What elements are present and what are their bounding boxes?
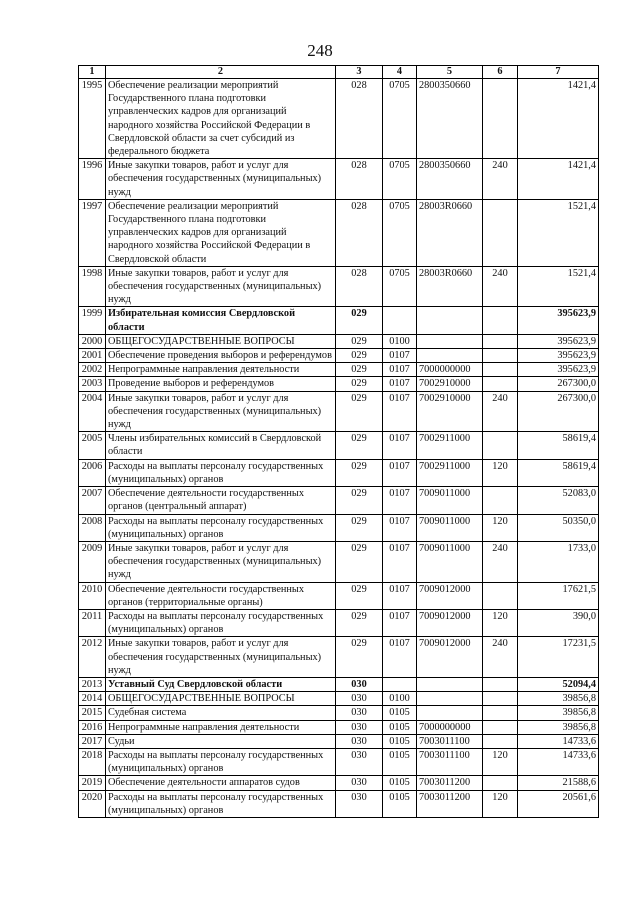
row-name: Расходы на выплаты персоналу государственных (муниципальных) органов: [106, 514, 336, 541]
row-department-code: 029: [336, 582, 383, 609]
row-section-code: 0105: [383, 706, 417, 720]
row-number: 2020: [79, 790, 106, 817]
row-target-article: 7009012000: [417, 637, 483, 678]
row-name: Уставный Суд Свердловской области: [106, 677, 336, 691]
table-row: [79, 377, 599, 391]
row-expense-type: [483, 734, 518, 748]
table-row: [79, 199, 599, 266]
row-number: 1995: [79, 79, 106, 159]
row-name: Иные закупки товаров, работ и услуг для обеспечения государственных (муниципальных) нужд: [106, 266, 336, 307]
row-department-code: 029: [336, 363, 383, 377]
row-expense-type: 120: [483, 609, 518, 636]
row-name: Расходы на выплаты персоналу государственных (муниципальных) органов: [106, 609, 336, 636]
row-section-code: 0107: [383, 349, 417, 363]
row-number: 2017: [79, 734, 106, 748]
row-number: 2010: [79, 582, 106, 609]
column-header: 2: [106, 66, 336, 79]
row-name: Иные закупки товаров, работ и услуг для обеспечения государственных (муниципальных) нужд: [106, 159, 336, 200]
row-target-article: 7009011000: [417, 487, 483, 514]
table-body: [79, 79, 599, 818]
row-number: 2011: [79, 609, 106, 636]
row-target-article: 7009011000: [417, 514, 483, 541]
row-department-code: 029: [336, 334, 383, 348]
table-row: [79, 363, 599, 377]
row-section-code: 0107: [383, 391, 417, 432]
row-section-code: 0705: [383, 79, 417, 159]
row-target-article: [417, 706, 483, 720]
row-section-code: 0100: [383, 692, 417, 706]
row-section-code: 0107: [383, 459, 417, 486]
table-row: [79, 692, 599, 706]
row-target-article: 2800350660: [417, 159, 483, 200]
table-row: [79, 487, 599, 514]
row-number: 2012: [79, 637, 106, 678]
row-number: 2004: [79, 391, 106, 432]
row-amount: 39856,8: [518, 720, 599, 734]
row-expense-type: 240: [483, 541, 518, 582]
row-number: 2019: [79, 776, 106, 790]
budget-table: [78, 65, 599, 818]
row-department-code: 030: [336, 677, 383, 691]
row-number: 2014: [79, 692, 106, 706]
row-department-code: 030: [336, 734, 383, 748]
row-section-code: 0107: [383, 377, 417, 391]
table-row: [79, 776, 599, 790]
table-row: [79, 541, 599, 582]
row-name: Иные закупки товаров, работ и услуг для обеспечения государственных (муниципальных) нужд: [106, 541, 336, 582]
row-section-code: 0107: [383, 582, 417, 609]
row-name: Расходы на выплаты персоналу государственных (муниципальных) органов: [106, 790, 336, 817]
row-amount: 21588,6: [518, 776, 599, 790]
row-name: ОБЩЕГОСУДАРСТВЕННЫЕ ВОПРОСЫ: [106, 334, 336, 348]
row-section-code: 0107: [383, 541, 417, 582]
row-amount: 395623,9: [518, 307, 599, 334]
row-expense-type: [483, 432, 518, 459]
row-amount: 58619,4: [518, 459, 599, 486]
row-target-article: 28003R0660: [417, 266, 483, 307]
row-section-code: 0705: [383, 266, 417, 307]
row-expense-type: 120: [483, 748, 518, 775]
row-amount: 395623,9: [518, 363, 599, 377]
table-row: [79, 307, 599, 334]
row-target-article: [417, 677, 483, 691]
table-row: [79, 514, 599, 541]
row-target-article: [417, 307, 483, 334]
row-expense-type: [483, 487, 518, 514]
row-department-code: 030: [336, 692, 383, 706]
row-number: 2005: [79, 432, 106, 459]
row-section-code: 0107: [383, 514, 417, 541]
row-number: 1998: [79, 266, 106, 307]
row-target-article: 7002911000: [417, 459, 483, 486]
row-amount: 39856,8: [518, 706, 599, 720]
row-target-article: [417, 349, 483, 363]
row-name: Обеспечение реализации мероприятий Государственного плана подготовки управленческих кадров для организаций народного хозяйства Российской Федерации в Свердловской области за счет субсидий из федерального бюджета: [106, 79, 336, 159]
row-target-article: 7000000000: [417, 720, 483, 734]
row-target-article: 2800350660: [417, 79, 483, 159]
row-expense-type: [483, 363, 518, 377]
row-section-code: 0105: [383, 790, 417, 817]
row-number: 2018: [79, 748, 106, 775]
row-number: 2013: [79, 677, 106, 691]
row-department-code: 030: [336, 790, 383, 817]
column-header: 1: [79, 66, 106, 79]
row-department-code: 030: [336, 776, 383, 790]
row-number: 2015: [79, 706, 106, 720]
row-department-code: 029: [336, 609, 383, 636]
row-number: 2006: [79, 459, 106, 486]
table-row: [79, 459, 599, 486]
row-amount: 1521,4: [518, 266, 599, 307]
row-department-code: 028: [336, 266, 383, 307]
header-row: [79, 66, 599, 79]
row-number: 1999: [79, 307, 106, 334]
row-section-code: 0107: [383, 487, 417, 514]
row-target-article: 7003011100: [417, 748, 483, 775]
row-expense-type: [483, 692, 518, 706]
row-name: Обеспечение реализации мероприятий Государственного плана подготовки управленческих кадров для организаций народного хозяйства Российской Федерации в Свердловской области: [106, 199, 336, 266]
row-target-article: 7002910000: [417, 391, 483, 432]
row-name: Обеспечение деятельности государственных органов (территориальные органы): [106, 582, 336, 609]
row-department-code: 030: [336, 720, 383, 734]
table-row: [79, 609, 599, 636]
row-department-code: 028: [336, 159, 383, 200]
row-expense-type: [483, 349, 518, 363]
row-amount: 52094,4: [518, 677, 599, 691]
row-department-code: 029: [336, 391, 383, 432]
row-amount: 395623,9: [518, 334, 599, 348]
column-header: 4: [383, 66, 417, 79]
row-department-code: 030: [336, 706, 383, 720]
row-department-code: 028: [336, 79, 383, 159]
row-number: 1996: [79, 159, 106, 200]
table-row: [79, 637, 599, 678]
row-name: Судьи: [106, 734, 336, 748]
table-row: [79, 79, 599, 159]
row-expense-type: [483, 776, 518, 790]
row-amount: 390,0: [518, 609, 599, 636]
row-section-code: 0705: [383, 159, 417, 200]
row-expense-type: [483, 677, 518, 691]
table-row: [79, 582, 599, 609]
row-amount: 395623,9: [518, 349, 599, 363]
row-amount: 1521,4: [518, 199, 599, 266]
row-target-article: 7009011000: [417, 541, 483, 582]
row-name: Иные закупки товаров, работ и услуг для обеспечения государственных (муниципальных) нужд: [106, 637, 336, 678]
table-row: [79, 720, 599, 734]
row-expense-type: [483, 199, 518, 266]
table-row: [79, 391, 599, 432]
row-section-code: 0107: [383, 637, 417, 678]
row-target-article: 7003011200: [417, 776, 483, 790]
row-section-code: [383, 677, 417, 691]
row-department-code: 029: [336, 637, 383, 678]
row-expense-type: 240: [483, 266, 518, 307]
row-amount: 52083,0: [518, 487, 599, 514]
row-section-code: 0105: [383, 776, 417, 790]
row-number: 2002: [79, 363, 106, 377]
row-number: 2000: [79, 334, 106, 348]
row-target-article: 7002911000: [417, 432, 483, 459]
row-amount: 267300,0: [518, 391, 599, 432]
row-name: Расходы на выплаты персоналу государственных (муниципальных) органов: [106, 459, 336, 486]
row-target-article: 7000000000: [417, 363, 483, 377]
row-name: ОБЩЕГОСУДАРСТВЕННЫЕ ВОПРОСЫ: [106, 692, 336, 706]
row-amount: 17621,5: [518, 582, 599, 609]
row-amount: 39856,8: [518, 692, 599, 706]
row-target-article: 7009012000: [417, 609, 483, 636]
row-number: 1997: [79, 199, 106, 266]
row-department-code: 029: [336, 487, 383, 514]
row-amount: 1421,4: [518, 79, 599, 159]
row-section-code: 0105: [383, 720, 417, 734]
row-amount: 20561,6: [518, 790, 599, 817]
row-expense-type: [483, 706, 518, 720]
column-header: 3: [336, 66, 383, 79]
table-row: [79, 334, 599, 348]
row-target-article: [417, 334, 483, 348]
row-department-code: 029: [336, 377, 383, 391]
row-section-code: 0107: [383, 432, 417, 459]
row-expense-type: 240: [483, 391, 518, 432]
row-amount: 14733,6: [518, 748, 599, 775]
column-header: 5: [417, 66, 483, 79]
row-target-article: 7003011200: [417, 790, 483, 817]
row-amount: 14733,6: [518, 734, 599, 748]
row-department-code: 030: [336, 748, 383, 775]
row-section-code: [383, 307, 417, 334]
row-number: 2001: [79, 349, 106, 363]
row-section-code: 0705: [383, 199, 417, 266]
table-row: [79, 159, 599, 200]
row-name: Расходы на выплаты персоналу государственных (муниципальных) органов: [106, 748, 336, 775]
row-expense-type: 120: [483, 514, 518, 541]
row-amount: 1733,0: [518, 541, 599, 582]
row-target-article: 7002910000: [417, 377, 483, 391]
row-expense-type: 240: [483, 637, 518, 678]
row-target-article: 28003R0660: [417, 199, 483, 266]
row-amount: 58619,4: [518, 432, 599, 459]
row-expense-type: [483, 79, 518, 159]
row-department-code: 029: [336, 514, 383, 541]
row-department-code: 029: [336, 307, 383, 334]
table-row: [79, 734, 599, 748]
row-name: Обеспечение проведения выборов и референдумов: [106, 349, 336, 363]
row-department-code: 029: [336, 459, 383, 486]
table-row: [79, 790, 599, 817]
row-number: 2003: [79, 377, 106, 391]
row-name: Обеспечение деятельности аппаратов судов: [106, 776, 336, 790]
row-amount: 17231,5: [518, 637, 599, 678]
row-expense-type: [483, 307, 518, 334]
row-target-article: [417, 692, 483, 706]
row-expense-type: 240: [483, 159, 518, 200]
row-name: Непрограммные направления деятельности: [106, 720, 336, 734]
row-name: Члены избирательных комиссий в Свердловской области: [106, 432, 336, 459]
row-expense-type: 120: [483, 459, 518, 486]
table-row: [79, 349, 599, 363]
row-amount: 1421,4: [518, 159, 599, 200]
table-row: [79, 748, 599, 775]
row-department-code: 029: [336, 432, 383, 459]
row-target-article: 7009012000: [417, 582, 483, 609]
table-row: [79, 266, 599, 307]
row-name: Судебная система: [106, 706, 336, 720]
page-number: 248: [307, 41, 333, 60]
table-row: [79, 706, 599, 720]
row-name: Избирательная комиссия Свердловской области: [106, 307, 336, 334]
row-name: Иные закупки товаров, работ и услуг для обеспечения государственных (муниципальных) нужд: [106, 391, 336, 432]
row-number: 2009: [79, 541, 106, 582]
row-expense-type: [483, 720, 518, 734]
row-section-code: 0107: [383, 363, 417, 377]
column-header: 7: [518, 66, 599, 79]
row-amount: 50350,0: [518, 514, 599, 541]
row-expense-type: [483, 334, 518, 348]
row-number: 2016: [79, 720, 106, 734]
row-amount: 267300,0: [518, 377, 599, 391]
row-department-code: 028: [336, 199, 383, 266]
row-name: Проведение выборов и референдумов: [106, 377, 336, 391]
row-section-code: 0105: [383, 748, 417, 775]
row-department-code: 029: [336, 541, 383, 582]
table-row: [79, 432, 599, 459]
row-expense-type: 120: [483, 790, 518, 817]
row-expense-type: [483, 582, 518, 609]
row-section-code: 0100: [383, 334, 417, 348]
row-number: 2008: [79, 514, 106, 541]
row-department-code: 029: [336, 349, 383, 363]
row-name: Обеспечение деятельности государственных органов (центральный аппарат): [106, 487, 336, 514]
table-row: [79, 677, 599, 691]
row-name: Непрограммные направления деятельности: [106, 363, 336, 377]
row-expense-type: [483, 377, 518, 391]
row-section-code: 0107: [383, 609, 417, 636]
column-header: 6: [483, 66, 518, 79]
row-target-article: 7003011100: [417, 734, 483, 748]
row-number: 2007: [79, 487, 106, 514]
row-section-code: 0105: [383, 734, 417, 748]
